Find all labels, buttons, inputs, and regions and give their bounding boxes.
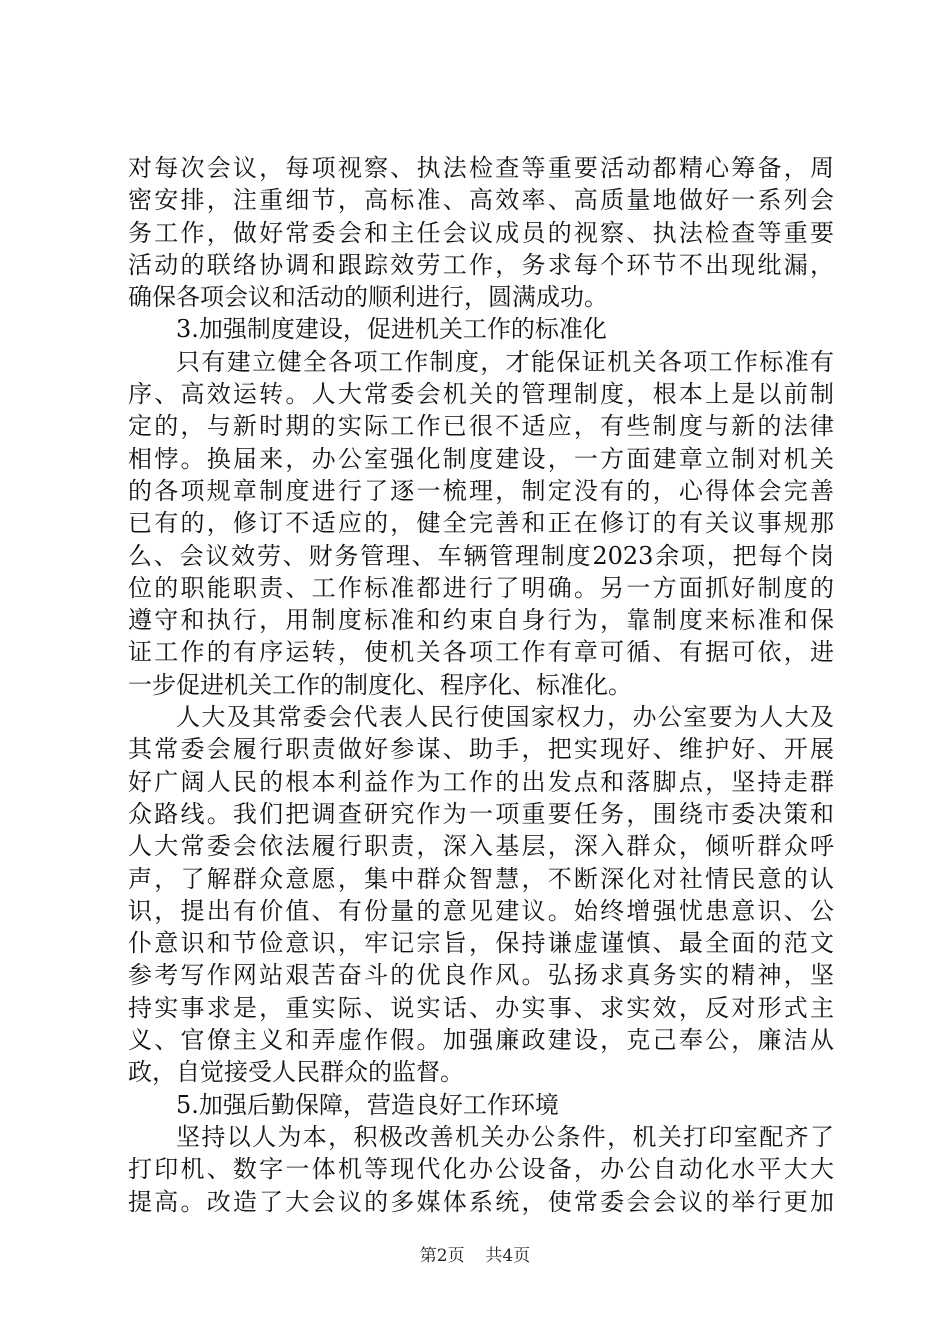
text-line: 人大及其常委会代表人民行使国家权力，办公室要为人大及 [176,703,834,732]
text-line: 对每次会议，每项视察、执法检查等重要活动都精心筹备，周 [128,154,834,182]
text-line: 已有的，修订不适应的，健全完善和正在修订的有关议事规那 [128,509,834,538]
text-line: 密安排，注重细节，高标准、高效率、高质量地做好一系列会 [128,186,834,215]
text-line: 定的，与新时期的实际工作已很不适应，有些制度与新的法律 [128,412,834,441]
text-line: 活动的联络协调和跟踪效劳工作，务求每个环节不出现纰漏， [128,250,834,279]
text-line: 相悖。换届来，办公室强化制度建设，一方面建章立制对机关 [128,444,834,473]
text-line: 么、会议效劳、财务管理、车辆管理制度2023余项，把每个岗 [128,541,834,570]
text-line: 5.加强后勤保障，营造良好工作环境 [176,1090,559,1119]
text-line: 打印机、数字一体机等现代化办公设备，办公自动化水平大大 [128,1155,834,1184]
document-body [128,152,834,1218]
text-line: 的各项规章制度进行了逐一梳理，制定没有的，心得体会完善 [128,476,834,505]
text-line: 序、高效运转。人大常委会机关的管理制度，根本上是以前制 [128,380,834,409]
page-total: 共4页 [485,1246,531,1266]
text-line: 义、官僚主义和弄虚作假。加强廉政建设，克己奉公，廉洁从 [128,1026,834,1055]
text-line: 其常委会履行职责做好参谋、助手，把实现好、维护好、开展 [128,735,834,764]
text-line: 证工作的有序运转，使机关各项工作有章可循、有据可依，进 [128,638,834,667]
text-line: 众路线。我们把调查研究作为一项重要任务，围绕市委决策和 [128,799,834,828]
text-line: 持实事求是，重实际、说实话、办实事、求实效，反对形式主 [128,993,834,1022]
text-line: 声，了解群众意愿，集中群众智慧，不断深化对社情民意的认 [128,864,834,893]
text-line: 务工作，做好常委会和主任会议成员的视察、执法检查等重要 [128,218,834,247]
text-line: 参考写作网站艰苦奋斗的优良作风。弘扬求真务实的精神，坚 [128,961,834,990]
text-line: 仆意识和节俭意识，牢记宗旨，保持谦虚谨慎、最全面的范文 [128,929,834,958]
page-footer [0,1241,950,1266]
text-line: 坚持以人为本，积极改善机关办公条件，机关打印室配齐了 [176,1122,834,1151]
text-line: 政，自觉接受人民群众的监督。 [128,1058,464,1087]
text-line: 遵守和执行，用制度标准和约束自身行为，靠制度来标准和保 [128,606,834,635]
text-line: 识，提出有价值、有份量的意见建议。始终增强忧患意识、公 [128,896,834,925]
text-line: 3.加强制度建设，促进机关工作的标准化 [176,315,607,344]
text-line: 人大常委会依法履行职责，深入基层，深入群众，倾听群众呼 [128,832,834,861]
page-number: 第2页 [419,1246,465,1266]
text-line: 确保各项会议和活动的顺利进行，圆满成功。 [128,283,608,312]
text-line: 位的职能职责、工作标准都进行了明确。另一方面抓好制度的 [128,573,834,602]
text-line: 提高。改造了大会议的多媒体系统，使常委会会议的举行更加 [128,1187,834,1216]
text-line: 好广阔人民的根本利益作为工作的出发点和落脚点，坚持走群 [128,767,834,796]
text-line: 一步促进机关工作的制度化、程序化、标准化。 [128,670,632,699]
text-line: 只有建立健全各项工作制度，才能保证机关各项工作标准有 [176,347,834,376]
